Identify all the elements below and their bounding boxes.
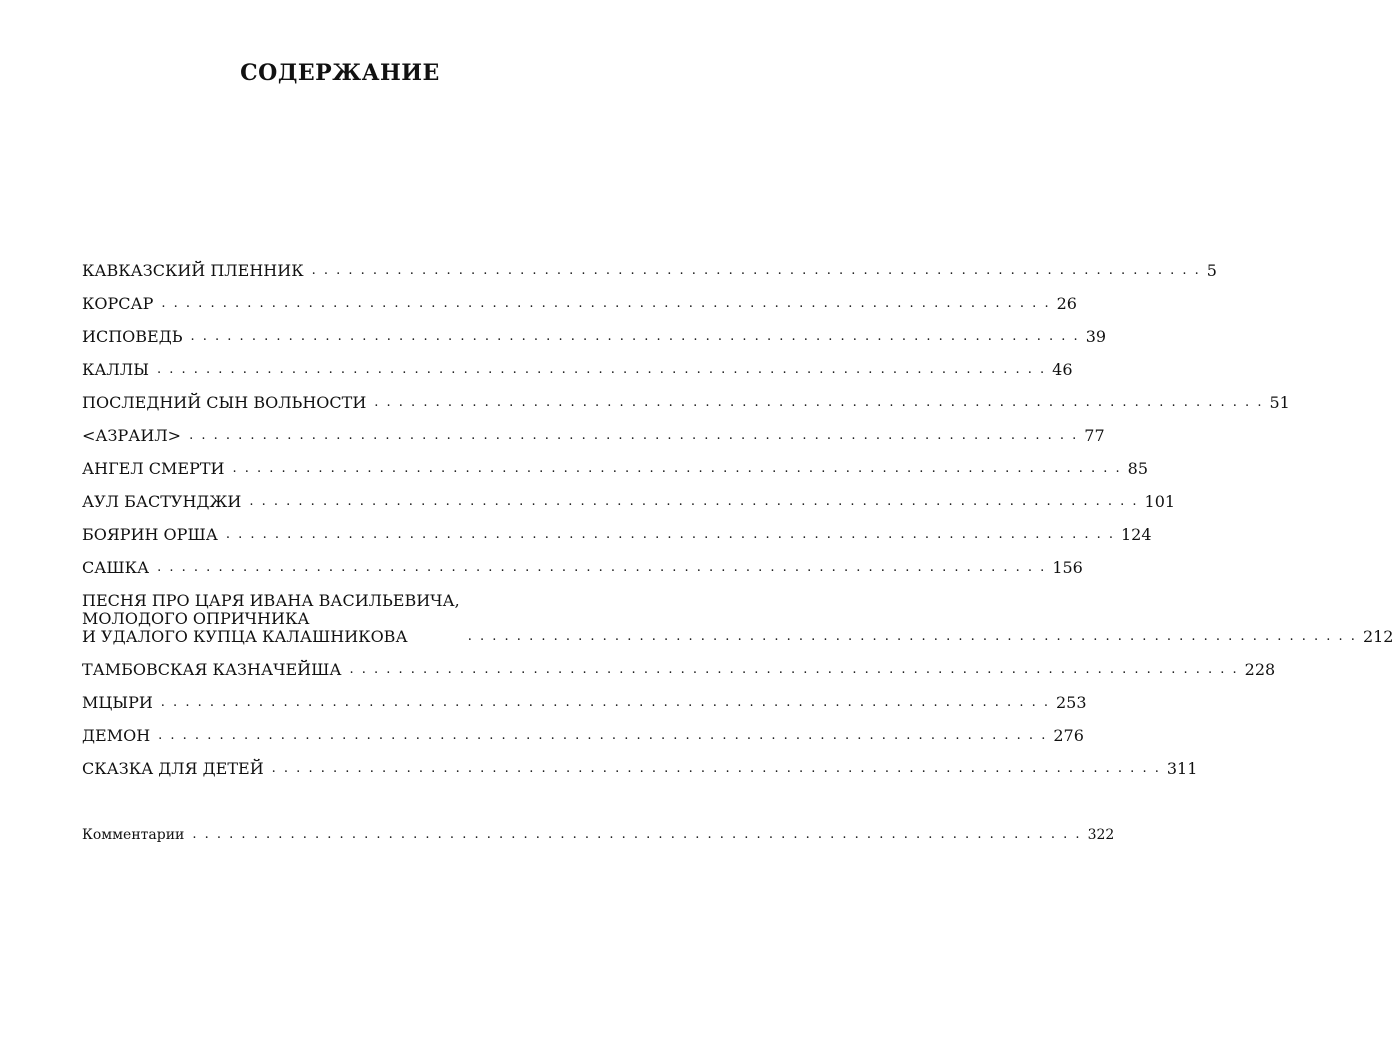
toc-dot-leader: . . . . . . . . . . . . . . . . . . . . . . . . . . . . . . . . . . . . . . . . . . . . . . . . . . . . . . . . . . . . . . . . . . . . . . . . .	[158, 728, 1048, 743]
toc-dot-leader: . . . . . . . . . . . . . . . . . . . . . . . . . . . . . . . . . . . . . . . . . . . . . . . . . . . . . . . . . . . . . . . . . . . . . . . . .	[467, 629, 1357, 644]
toc-entry-page: 26	[1056, 294, 1077, 313]
toc-entry-title: ИСПОВЕДЬ	[82, 327, 183, 346]
toc-entry	[82, 759, 1198, 778]
toc-entry-page: 5	[1206, 261, 1217, 280]
toc-entry	[82, 459, 1149, 478]
toc-entry	[82, 693, 1087, 712]
toc-dot-leader: . . . . . . . . . . . . . . . . . . . . . . . . . . . . . . . . . . . . . . . . . . . . . . . . . . . . . . . . . . . . . . . . . . . . . . . . .	[156, 362, 1047, 377]
toc-entry-title: ТАМБОВСКАЯ КАЗНАЧЕЙША	[82, 660, 342, 679]
toc-entry-title: ДЕМОН	[82, 726, 151, 745]
toc-entry	[82, 294, 1077, 313]
toc-entry-page: 253	[1055, 693, 1087, 712]
toc-entry-title: СКАЗКА ДЛЯ ДЕТЕЙ	[82, 759, 264, 778]
toc-entry-page: 276	[1053, 726, 1084, 745]
toc-entry-title: <АЗРАИЛ>	[82, 426, 182, 445]
toc-entry-page: 85	[1127, 459, 1149, 478]
toc-entry-page: 124	[1121, 525, 1152, 544]
toc-entry-title: ПЕСНЯ ПРО ЦАРЯ ИВАНА ВАСИЛЬЕВИЧА, МОЛОДОГО ОПРИЧНИКА И УДАЛОГО КУПЦА КАЛАШНИКОВА	[82, 591, 460, 646]
toc-entry-page: 311	[1166, 759, 1198, 778]
toc-entry-title: АНГЕЛ СМЕРТИ	[82, 459, 225, 478]
toc-dot-leader: . . . . . . . . . . . . . . . . . . . . . . . . . . . . . . . . . . . . . . . . . . . . . . . . . . . . . . . . . . . . . . . . . . . . . . . . .	[161, 296, 1051, 311]
toc-entry-title: САШКА	[82, 558, 150, 577]
toc-dot-leader: . . . . . . . . . . . . . . . . . . . . . . . . . . . . . . . . . . . . . . . . . . . . . . . . . . . . . . . . . . . . . . . . . . . . . . . . .	[190, 329, 1080, 344]
toc-entry-page: 228	[1244, 660, 1276, 679]
toc-dot-leader: . . . . . . . . . . . . . . . . . . . . . . . . . . . . . . . . . . . . . . . . . . . . . . . . . . . . . . . . . . . . . . . . . . . . . . . . .	[157, 560, 1047, 575]
toc-entry	[82, 360, 1073, 379]
toc-entry	[82, 726, 1084, 745]
toc-entry-page: 156	[1052, 558, 1083, 577]
toc-entry	[82, 591, 1393, 646]
toc-entry-page: 322	[1087, 827, 1115, 843]
toc-dot-leader: . . . . . . . . . . . . . . . . . . . . . . . . . . . . . . . . . . . . . . . . . . . . . . . . . . . . . . . . . . . . . . . . . . . . . . . . .	[189, 428, 1079, 443]
toc-dot-leader: . . . . . . . . . . . . . . . . . . . . . . . . . . . . . . . . . . . . . . . . . . . . . . . . . . . . . . . . . . . . . . . . . . . . . . . . .	[271, 761, 1161, 776]
toc-entry-title: БОЯРИН ОРША	[82, 525, 218, 544]
toc-entry-title: Комментарии	[82, 827, 185, 843]
page-title: СОДЕРЖАНИЕ	[240, 60, 440, 86]
toc-dot-leader: . . . . . . . . . . . . . . . . . . . . . . . . . . . . . . . . . . . . . . . . . . . . . . . . . . . . . . . . . . . . . . . . . . . . . . . . .	[160, 695, 1050, 710]
toc-entry	[82, 660, 1276, 679]
toc-entry	[82, 492, 1176, 511]
toc-entry	[82, 558, 1083, 577]
toc-entry-page: 212	[1362, 627, 1393, 646]
toc-entry	[82, 426, 1105, 445]
toc-dot-leader: . . . . . . . . . . . . . . . . . . . . . . . . . . . . . . . . . . . . . . . . . . . . . . . . . . . . . . . . . . . . . . . . . . . . . . . . .	[349, 662, 1239, 677]
toc-entry	[82, 525, 1152, 544]
toc-entry-page: 51	[1269, 393, 1290, 412]
toc-entry-page: 46	[1052, 360, 1073, 379]
toc-entry-page: 77	[1084, 426, 1105, 445]
toc-dot-leader: . . . . . . . . . . . . . . . . . . . . . . . . . . . . . . . . . . . . . . . . . . . . . . . . . . . . . . . . . . . . . . . . . . . . . . . . .	[225, 527, 1115, 542]
toc-entry-title: ПОСЛЕДНИЙ СЫН ВОЛЬНОСТИ	[82, 393, 367, 412]
toc-entry-title: МЦЫРИ	[82, 693, 153, 712]
toc-entry-title: КОРСАР	[82, 294, 154, 313]
toc-entry-title: КАЛЛЫ	[82, 360, 149, 379]
toc-dot-leader: . . . . . . . . . . . . . . . . . . . . . . . . . . . . . . . . . . . . . . . . . . . . . . . . . . . . . . . . . . . . . . . . . . . . . . . . .	[232, 461, 1122, 476]
toc-entry-comments	[82, 826, 1115, 844]
toc-entry-page: 101	[1144, 492, 1176, 511]
table-of-contents	[82, 261, 1393, 793]
toc-entry	[82, 261, 1217, 280]
toc-entry	[82, 327, 1107, 346]
toc-dot-leader: . . . . . . . . . . . . . . . . . . . . . . . . . . . . . . . . . . . . . . . . . . . . . . . . . . . . . . . . . . . . . . . . . . . . . . . . .	[311, 263, 1201, 278]
toc-dot-leader: . . . . . . . . . . . . . . . . . . . . . . . . . . . . . . . . . . . . . . . . . . . . . . . . . . . . . . . . . . . . . . . . . . . . . . . . .	[374, 395, 1264, 410]
toc-entry-title: КАВКАЗСКИЙ ПЛЕННИК	[82, 261, 304, 280]
toc-entry-title: АУЛ БАСТУНДЖИ	[82, 492, 242, 511]
toc-dot-leader: . . . . . . . . . . . . . . . . . . . . . . . . . . . . . . . . . . . . . . . . . . . . . . . . . . . . . . . . . . . . . . . . . . . . . . . . .	[249, 494, 1139, 509]
toc-entry-page: 39	[1085, 327, 1107, 346]
toc-entry	[82, 393, 1290, 412]
toc-dot-leader: . . . . . . . . . . . . . . . . . . . . . . . . . . . . . . . . . . . . . . . . . . . . . . . . . . . . . . . . . . . . . . . . . . . . . . . . .	[192, 827, 1082, 842]
